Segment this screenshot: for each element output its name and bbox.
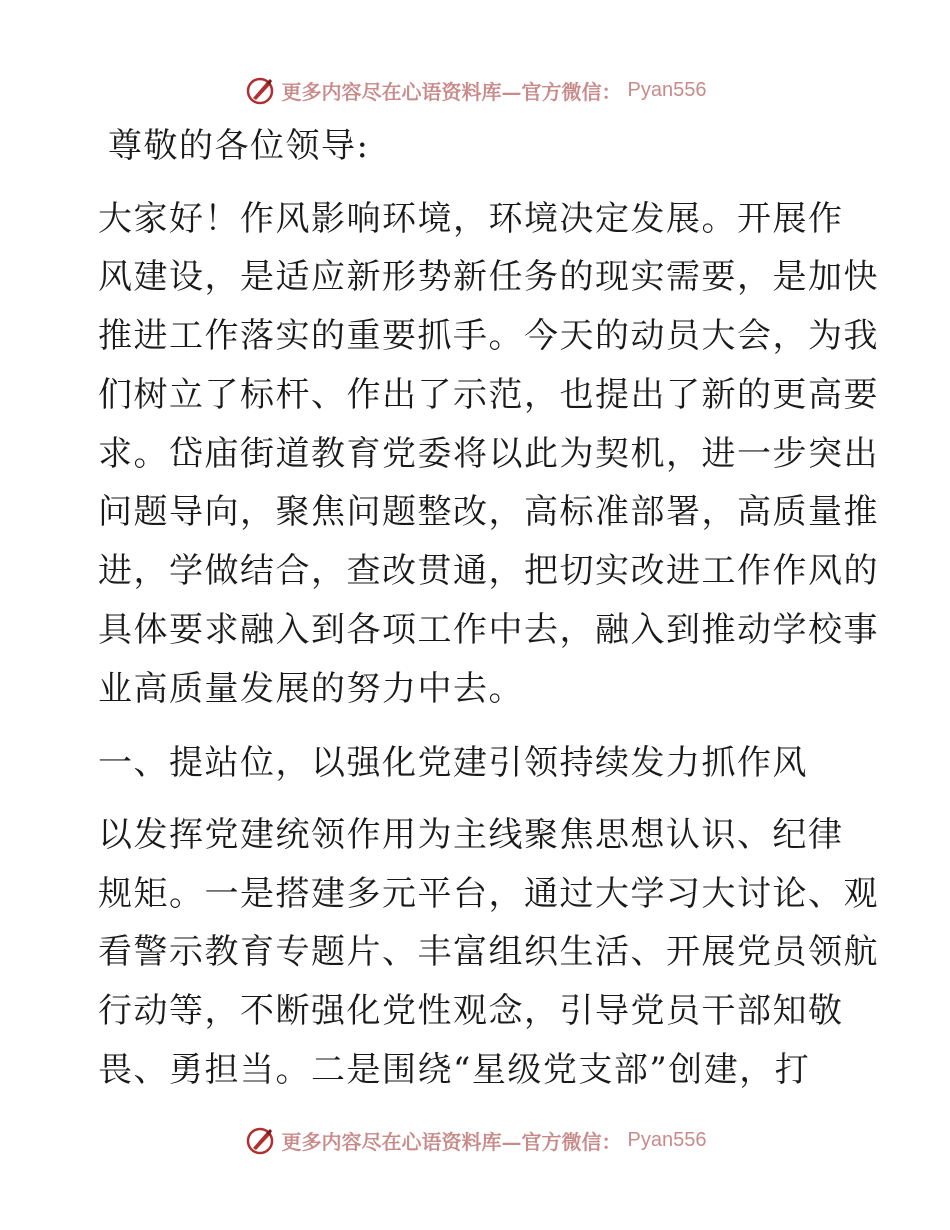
paragraph-line: 求。岱庙街道教育党委将以此为契机，进一步突出: [98, 434, 879, 474]
pen-logo-icon: [244, 1124, 276, 1156]
footer-watermark: [0, 1120, 950, 1160]
paragraph-line: 以发挥党建统领作用为主线聚焦思想认识、纪律: [98, 815, 844, 855]
paragraph-line: 行动等，不断强化党性观念，引导党员干部知敬: [98, 991, 844, 1031]
paragraph-line: 具体要求融入到各项工作中去，融入到推动学校事: [98, 610, 879, 650]
salutation: 尊敬的各位领导:: [108, 126, 370, 166]
paragraph-line: 风建设，是适应新形势新任务的现实需要，是加快: [98, 257, 879, 297]
watermark-wechat-id: Pyan556: [627, 1128, 707, 1151]
watermark-text: 更多内容尽在心语资料库—官方微信：: [281, 1129, 622, 1154]
paragraph-line: 畏、勇担当。二是围绕“星级党支部”创建，打: [98, 1050, 811, 1090]
paragraph-line: 规矩。一是搭建多元平台，通过大学习大讨论、观: [98, 874, 879, 914]
paragraph-line: 问题导向，聚焦问题整改，高标准部署，高质量推: [98, 492, 879, 532]
paragraph-line: 们树立了标杆、作出了示范，也提出了新的更高要: [98, 375, 879, 415]
paragraph-line: 业高质量发展的努力中去。: [98, 669, 524, 709]
watermark-wechat-id: Pyan556: [627, 78, 707, 101]
watermark-text: 更多内容尽在心语资料库—官方微信：: [281, 79, 622, 104]
pen-logo-icon: [244, 74, 276, 106]
paragraph-line: 大家好！作风影响环境，环境决定发展。开展作: [98, 199, 844, 239]
paragraph-line: 推进工作落实的重要抓手。今天的动员大会，为我: [98, 316, 879, 356]
paragraph-line: 进，学做结合，查改贯通，把切实改进工作作风的: [98, 551, 879, 591]
section-heading: 一、提站位，以强化党建引领持续发力抓作风: [98, 743, 808, 783]
paragraph-line: 看警示教育专题片、丰富组织生活、开展党员领航: [98, 932, 879, 972]
header-watermark: [0, 70, 950, 110]
